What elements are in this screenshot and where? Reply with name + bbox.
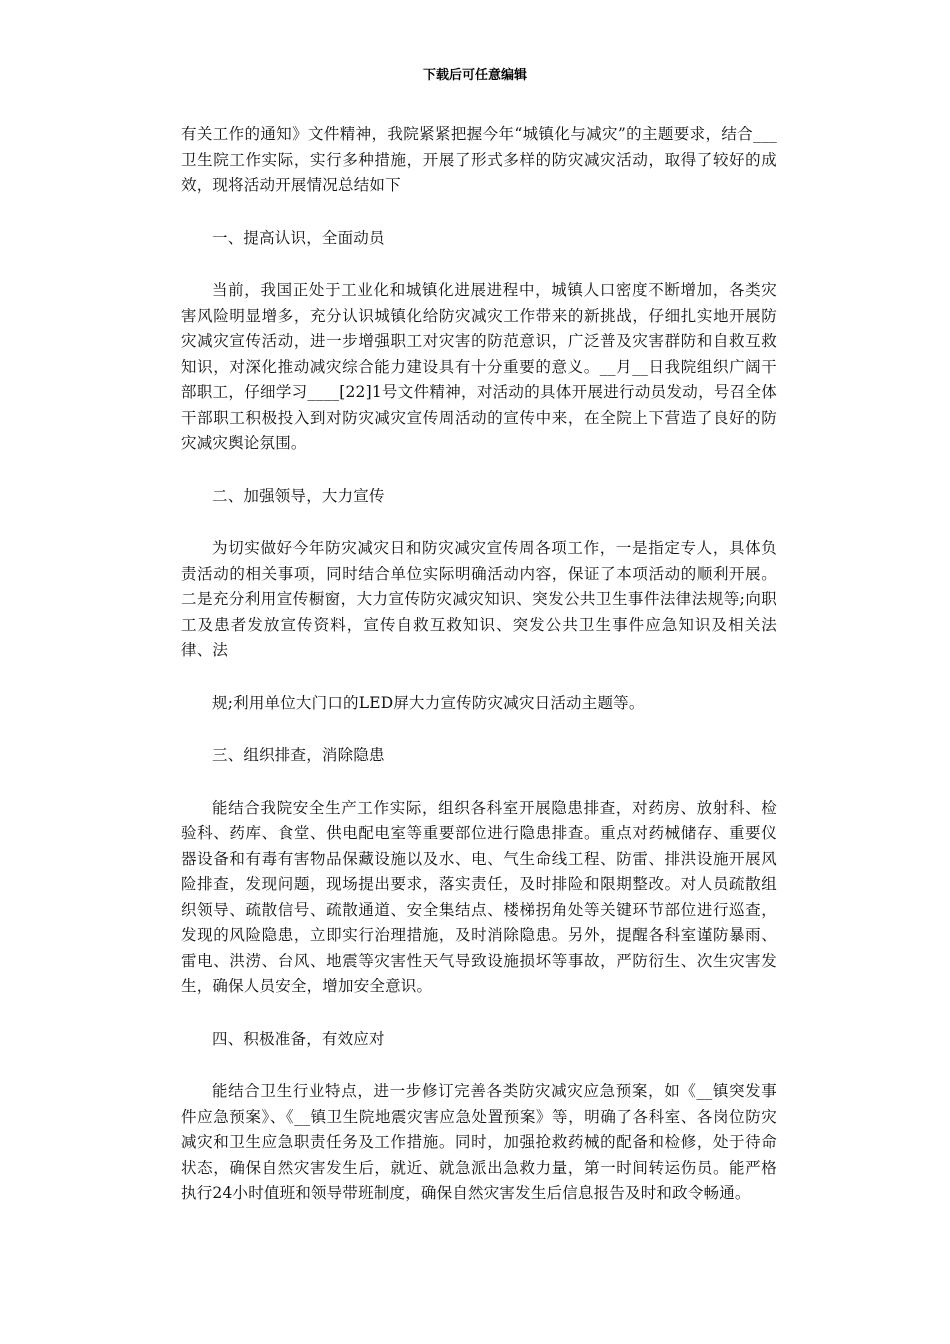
intro-paragraph: 有关工作的通知》文件精神，我院紧紧把握今年“城镇化与减灾”的主题要求，结合___卫生院工作实际，实行多种措施，开展了形式多样的防灾减灾活动，取得了较好的成效，现将活动开展情况总结如下 bbox=[181, 125, 777, 194]
section-4-paragraph: 能结合卫生行业特点，进一步修订完善各类防灾减灾应急预案，如《__镇突发事件应急预案》、《__镇卫生院地震灾害应急处置预案》等，明确了各科室、各岗位防灾减灾和卫生应急职责任务及工作措施。同时，加强抢救药械的配备和检修，处于待命状态，确保自然灾害发生后，就近、就急派出急救力量，第一时间转运伤员。能严格执行24小时值班和领导带班制度，确保自然灾害发生后信息报告及时和政令畅通。 bbox=[181, 1082, 777, 1202]
section-heading-3: 三、组织排查，消除隐患 bbox=[212, 746, 385, 764]
section-heading-1: 一、提高认识，全面动员 bbox=[212, 228, 385, 247]
section-2-paragraph: 为切实做好今年防灾减灾日和防灾减灾宣传周各项工作，一是指定专人，具体负责活动的相关事项，同时结合单位实际明确活动内容，保证了本项活动的顺利开展。二是充分利用宣传橱窗，大力宣传防灾减灾知识、突发公共卫生事件法律法规等;向职工及患者发放宣传资料，宣传自救互救知识、突发公共卫生事件应急知识及相关法律、法 bbox=[181, 539, 777, 659]
section-3-paragraph: 能结合我院安全生产工作实际，组织各科室开展隐患排查，对药房、放射科、检验科、药库、食堂、供电配电室等重要部位进行隐患排查。重点对药械储存、重要仪器设备和有毒有害物品保藏设施以及水、电、气生命线工程、防雷、排洪设施开展风险排查，发现问题，现场提出要求，落实责任，及时排险和限期整改。对人员疏散组织领导、疏散信号、疏散通道、安全集结点、楼梯拐角处等关键环节部位进行巡查，发现的风险隐患，立即实行治理措施，及时消除隐患。另外，提醒各科室谨防暴雨、雷电、洪涝、台风、地震等灾害性天气导致设施损坏等事故，严防衍生、次生灾害发生，确保人员安全，增加安全意识。 bbox=[181, 798, 777, 995]
section-1-paragraph: 当前，我国正处于工业化和城镇化进展进程中，城镇人口密度不断增加，各类灾害风险明显增多，充分认识城镇化给防灾减灾工作带来的新挑战，仔细扎实地开展防灾减灾宣传活动，进一步增强职工对灾害的防范意识，广泛普及灾害群防和自救互救知识，对深化推动减灾综合能力建设具有十分重要的意义。__月__日我院组织广阔干部职工，仔细学习____[22]1号文件精神，对活动的具体开展进行动员发动，号召全体干部职工积极投入到对防灾减灾宣传周活动的宣传中来，在全院上下营造了良好的防灾减灾舆论氛围。 bbox=[181, 281, 777, 452]
section-heading-4: 四、积极准备，有效应对 bbox=[212, 1029, 385, 1048]
section-2-continuation: 规;利用单位大门口的LED屏大力宣传防灾减灾日活动主题等。 bbox=[212, 693, 645, 712]
page-header: 下载后可任意编辑 bbox=[422, 68, 527, 83]
section-heading-2: 二、加强领导，大力宣传 bbox=[212, 486, 385, 505]
document-body bbox=[181, 122, 777, 1234]
